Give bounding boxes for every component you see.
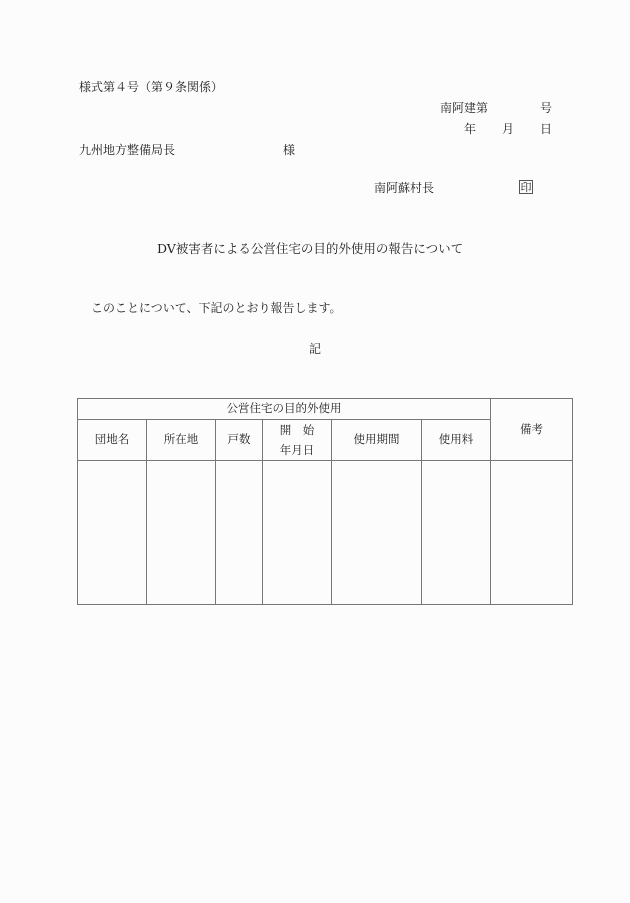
body-text: このことについて、下記のとおり報告します。 xyxy=(91,301,342,315)
addressee-honorific: 様 xyxy=(283,143,296,157)
cell-usage-period[interactable] xyxy=(332,461,422,605)
document-title: DV被害者による公営住宅の目的外使用の報告について xyxy=(157,241,464,256)
seal-icon: 印 xyxy=(520,181,532,194)
cell-remarks[interactable] xyxy=(491,461,573,605)
column-header-usage-fee: 使用料 xyxy=(422,420,491,461)
form-number: 様式第４号（第９条関係） xyxy=(79,80,224,94)
table-row xyxy=(78,461,573,605)
start-date-line2: 年月日 xyxy=(279,443,315,457)
cell-units[interactable] xyxy=(216,461,263,605)
column-header-location: 所在地 xyxy=(147,420,216,461)
remarks-header: 備考 xyxy=(491,399,573,461)
report-table xyxy=(77,398,573,605)
column-header-usage-period: 使用期間 xyxy=(332,420,422,461)
date-month: 月 xyxy=(502,122,515,136)
date-day: 日 xyxy=(540,122,553,136)
group-header: 公営住宅の目的外使用 xyxy=(78,399,491,420)
start-date-line1: 開 始 xyxy=(279,423,315,437)
column-header-complex-name: 団地名 xyxy=(78,420,147,461)
ki-heading: 記 xyxy=(309,342,322,356)
date-year: 年 xyxy=(464,122,477,136)
sender: 南阿蘇村長 xyxy=(374,181,435,195)
cell-usage-fee[interactable] xyxy=(422,461,491,605)
addressee: 九州地方整備局長 xyxy=(79,143,176,157)
cell-start-date[interactable] xyxy=(263,461,332,605)
document-number-label: 南阿建第 xyxy=(440,101,489,115)
cell-location[interactable] xyxy=(147,461,216,605)
cell-complex-name[interactable] xyxy=(78,461,147,605)
column-header-start-date xyxy=(263,420,332,461)
document-number-suffix: 号 xyxy=(540,101,553,115)
column-header-units: 戸数 xyxy=(216,420,263,461)
